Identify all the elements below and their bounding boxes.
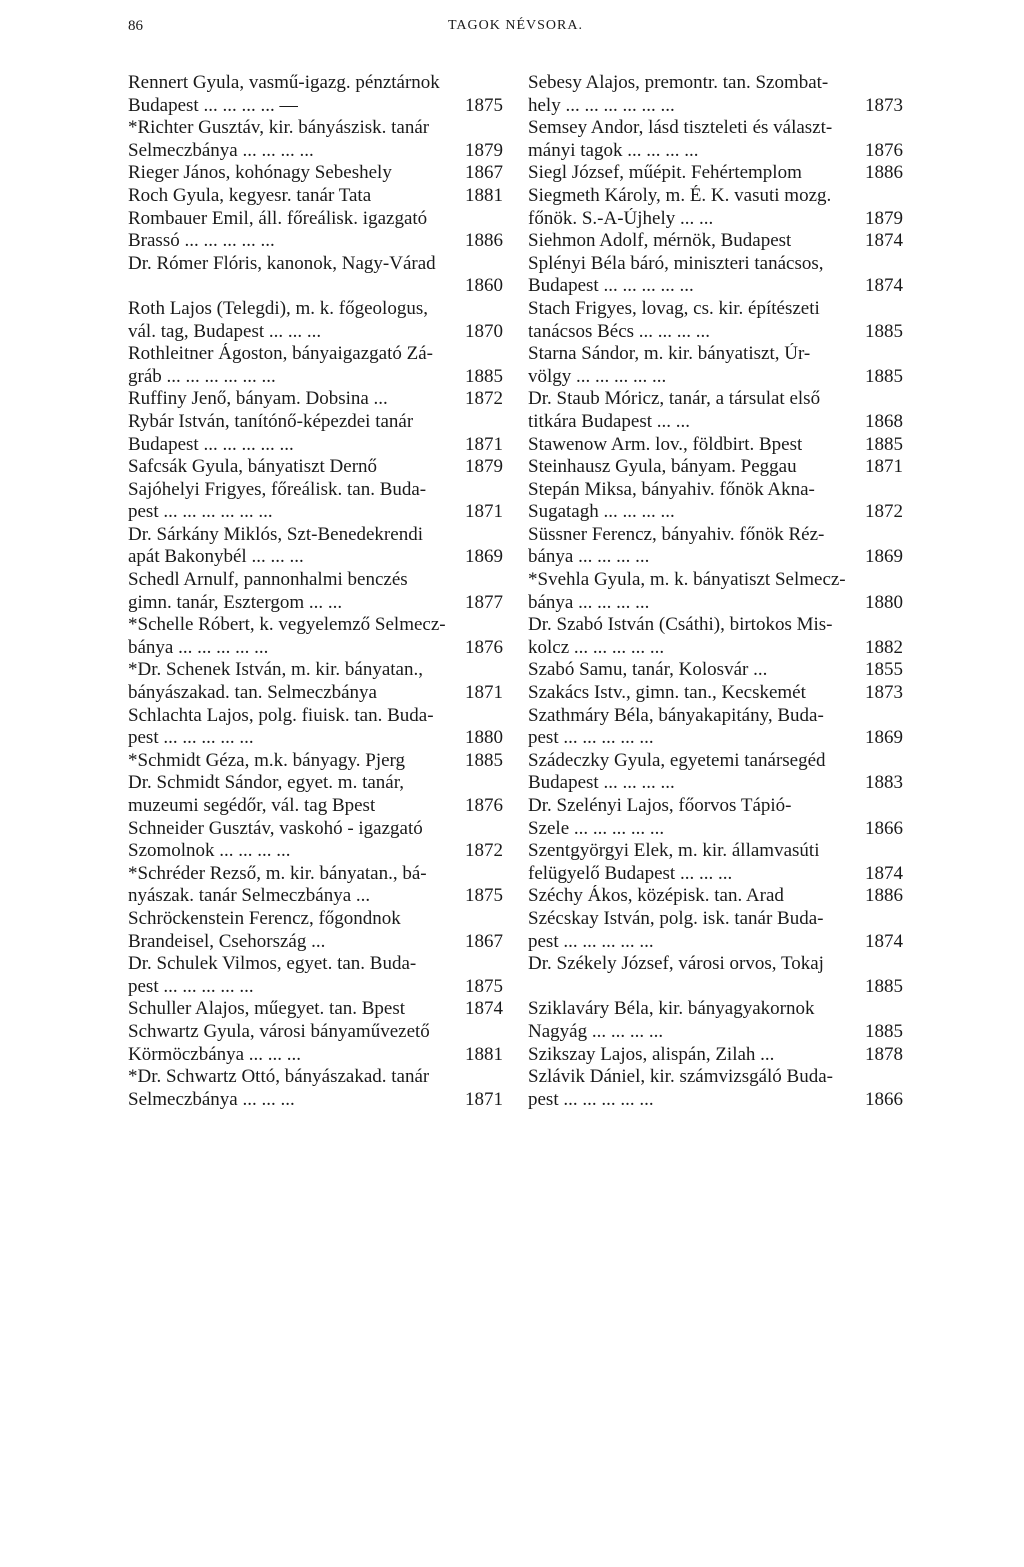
member-entry-line [128, 750, 503, 773]
entry-year: 1871 [465, 682, 503, 704]
entry-text: Safcsák Gyula, bányatiszt Dernő [128, 456, 378, 478]
entry-text: kolcz ... ... ... ... ... [528, 636, 665, 658]
entry-text: Dr. Szabó István (Csáthi), birtokos Mis- [528, 614, 833, 636]
entry-text: gráb ... ... ... ... ... ... [128, 365, 276, 387]
entry-text: Schneider Gusztáv, vaskohó - igazgató [128, 817, 423, 839]
member-entry-line [128, 953, 503, 976]
member-entry-line [128, 840, 503, 863]
entry-year: 1860 [465, 275, 503, 297]
entry-year: 1876 [865, 139, 903, 161]
entry-text: Rombauer Emil, áll. főreálisk. igazgató [128, 207, 428, 229]
entry-text: pest ... ... ... ... ... [128, 727, 254, 749]
entry-year: 1878 [865, 1043, 903, 1065]
entry-text: Rothleitner Ágoston, bányaigazgató Zá- [128, 343, 433, 365]
member-entry-line [528, 343, 903, 366]
entry-text: apát Bakonybél ... ... ... [128, 546, 304, 568]
entry-year: 1874 [865, 275, 903, 297]
member-entry-line [528, 998, 903, 1021]
member-entry-line [528, 1066, 903, 1089]
entry-year: 1873 [865, 682, 903, 704]
entry-text: főnök. S.-A-Újhely ... ... [528, 207, 714, 229]
member-entry-line [528, 750, 903, 773]
entry-year: 1855 [865, 659, 903, 681]
member-entry-line [528, 366, 903, 389]
entry-year: 1872 [865, 501, 903, 523]
member-entry-line [528, 659, 903, 682]
member-entry-line [128, 230, 503, 253]
entry-text: Selmeczbánya ... ... ... ... [128, 139, 314, 161]
entry-text: felügyelő Budapest ... ... ... [528, 862, 733, 884]
entry-text: Dr. Schmidt Sándor, egyet. m. tanár, [128, 772, 405, 794]
entry-text: Siehmon Adolf, mérnök, Budapest [528, 230, 792, 252]
member-entry-line [528, 230, 903, 253]
member-entry-line [128, 366, 503, 389]
member-entry-line [528, 456, 903, 479]
member-entry-line [528, 253, 903, 276]
entry-text: Roch Gyula, kegyesr. tanár Tata [128, 184, 372, 206]
entry-text: Selmeczbánya ... ... ... [128, 1088, 295, 1110]
entry-text: Starna Sándor, m. kir. bányatiszt, Úr- [528, 343, 811, 365]
entry-year: 1869 [865, 546, 903, 568]
entry-text: bánya ... ... ... ... ... [128, 636, 269, 658]
member-entry-line [128, 434, 503, 457]
entry-year: 1886 [865, 162, 903, 184]
member-entry-line [128, 253, 503, 276]
entry-year: 1875 [465, 94, 503, 116]
member-entry-line [528, 569, 903, 592]
entry-year: 1881 [465, 184, 503, 206]
member-entry-line [528, 863, 903, 886]
member-entry-line [528, 592, 903, 615]
entry-text: Dr. Staub Móricz, tanár, a társulat első [528, 388, 821, 410]
entry-year: 1871 [865, 456, 903, 478]
entry-text: völgy ... ... ... ... ... [528, 365, 667, 387]
entry-text: Szentgyörgyi Elek, m. kir. államvasúti [528, 840, 820, 862]
member-entry-line [528, 524, 903, 547]
entry-text: pest ... ... ... ... ... [528, 727, 654, 749]
member-entry-line [528, 953, 903, 976]
entry-text: Nagyág ... ... ... ... [528, 1020, 664, 1042]
entry-text: Steinhausz Gyula, bányam. Peggau [528, 456, 797, 478]
member-entry-line [528, 908, 903, 931]
entry-text: nyászak. tanár Selmeczbánya ... [128, 885, 371, 907]
entry-text: Rybár István, tanítónő-képezdei tanár [128, 410, 414, 432]
entry-text: Ruffiny Jenő, bányam. Dobsina ... [128, 388, 388, 410]
entry-year: 1869 [465, 546, 503, 568]
member-entry-line [128, 772, 503, 795]
member-entry-line [128, 705, 503, 728]
entry-text: Rieger János, kohónagy Sebeshely [128, 162, 392, 184]
entry-year: 1880 [865, 591, 903, 613]
member-entry-line [128, 72, 503, 95]
entry-year: 1874 [865, 930, 903, 952]
entry-text: Siegl József, műépit. Fehértemplom [528, 162, 802, 184]
entry-text: muzeumi segédőr, vál. tag Bpest [128, 795, 376, 816]
entry-text: bánya ... ... ... ... [528, 591, 650, 613]
entry-text: Dr. Szelényi Lajos, főorvos Tápió- [528, 795, 792, 816]
entry-text: vál. tag, Budapest ... ... ... [128, 320, 322, 342]
entry-year: 1885 [865, 1020, 903, 1042]
member-entry-line [528, 976, 903, 999]
entry-text: Sziklaváry Béla, kir. bányagyakornok [528, 998, 815, 1020]
member-entry-line [528, 501, 903, 524]
entry-year: 1885 [865, 433, 903, 455]
entry-year: 1886 [865, 885, 903, 907]
member-entry-line [128, 1021, 503, 1044]
member-entry-line [528, 614, 903, 637]
entry-text: Szele ... ... ... ... ... [528, 817, 665, 839]
member-entry-line [128, 931, 503, 954]
entry-text: pest ... ... ... ... ... [528, 1088, 654, 1110]
entry-year: 1874 [865, 862, 903, 884]
member-entry-line [528, 117, 903, 140]
entry-year: 1868 [865, 410, 903, 432]
entry-year: 1875 [465, 885, 503, 907]
entry-year: 1879 [865, 207, 903, 229]
entry-year: 1883 [865, 772, 903, 794]
entry-text: Szomolnok ... ... ... ... [128, 840, 291, 862]
entry-text: Roth Lajos (Telegdi), m. k. főgeologus, [128, 297, 428, 319]
entry-text: Rennert Gyula, vasmű-igazg. pénztárnok [128, 72, 440, 93]
entry-year: 1885 [865, 365, 903, 387]
member-entry-line [528, 1021, 903, 1044]
member-entry-line [528, 140, 903, 163]
member-entry-line [528, 95, 903, 118]
entry-text: Szádeczky Gyula, egyetemi tanársegéd [528, 749, 826, 771]
entry-text: Süssner Ferencz, bányahiv. főnök Réz- [528, 523, 825, 545]
entry-text: Schlachta Lajos, polg. fiuisk. tan. Buda- [128, 704, 434, 726]
member-entry-line [528, 795, 903, 818]
entry-year: 1885 [465, 365, 503, 387]
entry-year: 1876 [465, 636, 503, 658]
member-entry-line [128, 185, 503, 208]
left-column [128, 72, 503, 1111]
member-entry-line [128, 117, 503, 140]
entry-text: Szakács Istv., gimn. tan., Kecskemét [528, 682, 806, 704]
member-entry-line [528, 72, 903, 95]
member-entry-line [128, 863, 503, 886]
entry-text: Stepán Miksa, bányahiv. főnök Akna- [528, 478, 815, 500]
member-entry-line [128, 501, 503, 524]
member-entry-line [128, 456, 503, 479]
entry-text: Sajóhelyi Frigyes, főreálisk. tan. Buda- [128, 478, 427, 500]
entry-text: bányászakad. tan. Selmeczbánya [128, 682, 377, 704]
member-entry-line [528, 546, 903, 569]
member-entry-line [528, 1089, 903, 1112]
member-entry-line [128, 479, 503, 502]
entry-text: Sebesy Alajos, premontr. tan. Szombat- [528, 72, 829, 93]
member-entry-line [128, 908, 503, 931]
entry-text: Stawenow Arm. lov., földbirt. Bpest [528, 433, 803, 455]
entry-text: Budapest ... ... ... ... [528, 772, 675, 794]
member-entry-line [128, 795, 503, 818]
entry-text: Budapest ... ... ... ... ... [528, 275, 694, 297]
member-entry-line [128, 298, 503, 321]
entry-text: Splényi Béla báró, miniszteri tanácsos, [528, 252, 824, 274]
entry-text: Szikszay Lajos, alispán, Zilah ... [528, 1043, 775, 1065]
member-entry-line [128, 998, 503, 1021]
entry-text: Budapest ... ... ... ... ... [128, 433, 294, 455]
member-entry-line [528, 298, 903, 321]
entry-text: pest ... ... ... ... ... [528, 930, 654, 952]
member-entry-line [528, 162, 903, 185]
member-entry-line [128, 95, 503, 118]
entry-year: 1869 [865, 727, 903, 749]
entry-year: 1867 [465, 162, 503, 184]
running-title: TAGOK NÉVSORA. [448, 18, 583, 33]
entry-year: 1885 [865, 975, 903, 997]
entry-text: bánya ... ... ... ... [528, 546, 650, 568]
member-entry-line [128, 208, 503, 231]
member-entry-line [128, 569, 503, 592]
entry-year: 1879 [465, 456, 503, 478]
member-entry-line [128, 1066, 503, 1089]
entry-text: *Schelle Róbert, k. vegyelemző Selmecz- [128, 614, 446, 636]
entry-text: Schedl Arnulf, pannonhalmi benczés [128, 569, 408, 591]
entry-text: Siegmeth Károly, m. É. K. vasuti mozg. [528, 184, 832, 206]
member-entry-line [528, 840, 903, 863]
member-entry-line [528, 388, 903, 411]
entry-text: *Dr. Schenek István, m. kir. bányatan., [128, 659, 423, 681]
entry-text: Stach Frigyes, lovag, cs. kir. építészeti [528, 297, 820, 319]
member-entry-line [528, 682, 903, 705]
entry-text: Szabó Samu, tanár, Kolosvár ... [528, 659, 768, 681]
member-entry-line [128, 1089, 503, 1112]
entry-year: 1872 [465, 388, 503, 410]
entry-year: 1877 [465, 591, 503, 613]
member-entry-line [528, 185, 903, 208]
right-column [528, 72, 903, 1111]
entry-text: *Richter Gusztáv, kir. bányászisk. tanár [128, 117, 430, 139]
entry-text: *Dr. Schwartz Ottó, bányászakad. tanár [128, 1066, 430, 1088]
member-entry-line [128, 524, 503, 547]
entry-year: 1872 [465, 840, 503, 862]
entry-text: titkára Budapest ... ... [528, 410, 690, 432]
entry-text: Brassó ... ... ... ... ... [128, 230, 275, 252]
entry-text: tanácsos Bécs ... ... ... ... [528, 320, 711, 342]
member-entry-line [528, 818, 903, 841]
member-entry-line [528, 208, 903, 231]
member-entry-line [128, 1044, 503, 1067]
entry-text: pest ... ... ... ... ... ... [128, 501, 273, 523]
member-entry-line [128, 682, 503, 705]
entry-text: Dr. Schulek Vilmos, egyet. tan. Buda- [128, 953, 417, 975]
entry-year: 1866 [865, 817, 903, 839]
entry-text: Sugatagh ... ... ... ... [528, 501, 675, 523]
entry-year: 1873 [865, 94, 903, 116]
entry-text: Schwartz Gyula, városi bányaművezető [128, 1020, 430, 1042]
entry-year: 1871 [465, 1088, 503, 1110]
entry-text: Budapest ... ... ... ... — [128, 94, 299, 116]
member-entry-line [128, 546, 503, 569]
entry-year: 1875 [465, 975, 503, 997]
member-entry-line [528, 727, 903, 750]
member-entry-line [128, 659, 503, 682]
entry-year: 1880 [465, 727, 503, 749]
entry-text: pest ... ... ... ... ... [128, 975, 254, 997]
member-entry-line [128, 727, 503, 750]
entry-text: Dr. Székely József, városi orvos, Tokaj [528, 953, 824, 975]
entry-text: Brandeisel, Csehország ... [128, 930, 326, 952]
entry-text: Schuller Alajos, műegyet. tan. Bpest [128, 998, 406, 1020]
member-entry-line [128, 162, 503, 185]
member-entry-line [528, 705, 903, 728]
member-entry-line [128, 818, 503, 841]
member-entry-line [528, 1044, 903, 1067]
member-entry-line [128, 976, 503, 999]
entry-year: 1874 [465, 998, 503, 1020]
member-entry-line [128, 614, 503, 637]
member-entry-line [128, 140, 503, 163]
entry-text: Dr. Sárkány Miklós, Szt-Benedekrendi [128, 523, 423, 545]
member-entry-line [128, 343, 503, 366]
page-header [128, 18, 903, 44]
entry-year: 1885 [865, 320, 903, 342]
entry-year: 1881 [465, 1043, 503, 1065]
entry-text: Szlávik Dániel, kir. számvizsgáló Buda- [528, 1066, 833, 1088]
entry-year: 1867 [465, 930, 503, 952]
member-entry-line [528, 885, 903, 908]
member-entry-line [528, 637, 903, 660]
entry-year: 1876 [465, 795, 503, 816]
member-entry-line [528, 275, 903, 298]
member-entry-line [528, 434, 903, 457]
entry-text: mányi tagok ... ... ... ... [528, 139, 699, 161]
entry-text: *Schmidt Géza, m.k. bányagy. Pjerg [128, 749, 406, 771]
entry-text: hely ... ... ... ... ... ... [528, 94, 675, 116]
entry-text: *Svehla Gyula, m. k. bányatiszt Selmecz- [528, 569, 846, 591]
member-entry-line [128, 388, 503, 411]
member-entry-line [128, 321, 503, 344]
member-entry-line [128, 885, 503, 908]
entry-text: Dr. Rómer Flóris, kanonok, Nagy-Várad [128, 252, 436, 274]
entry-year: 1874 [865, 230, 903, 252]
member-entry-line [528, 931, 903, 954]
entry-text: gimn. tanár, Esztergom ... ... [128, 591, 343, 613]
entry-year: 1879 [465, 139, 503, 161]
member-entry-line [128, 411, 503, 434]
member-entry-line [528, 411, 903, 434]
member-entry-line [528, 479, 903, 502]
member-entry-line [528, 772, 903, 795]
entry-text: Körmöczbánya ... ... ... [128, 1043, 302, 1065]
entry-year: 1882 [865, 636, 903, 658]
entry-text: *Schréder Rezső, m. kir. bányatan., bá- [128, 862, 427, 884]
entry-text: Szécskay István, polg. isk. tanár Buda- [528, 907, 824, 929]
entry-year: 1871 [465, 501, 503, 523]
member-entry-line [128, 637, 503, 660]
entry-year: 1871 [465, 433, 503, 455]
page-number: 86 [128, 18, 143, 34]
entry-year: 1870 [465, 320, 503, 342]
member-entry-line [128, 275, 503, 298]
entry-text: Szathmáry Béla, bányakapitány, Buda- [528, 704, 824, 726]
entry-year: 1866 [865, 1088, 903, 1110]
member-entry-line [528, 321, 903, 344]
entry-text: Semsey Andor, lásd tiszteleti és választ- [528, 117, 833, 139]
entry-text: Széchy Ákos, középisk. tan. Arad [528, 885, 784, 907]
member-entry-line [128, 592, 503, 615]
entry-text: Schröckenstein Ferencz, főgondnok [128, 907, 401, 929]
entry-year: 1886 [465, 230, 503, 252]
entry-year: 1885 [465, 749, 503, 771]
